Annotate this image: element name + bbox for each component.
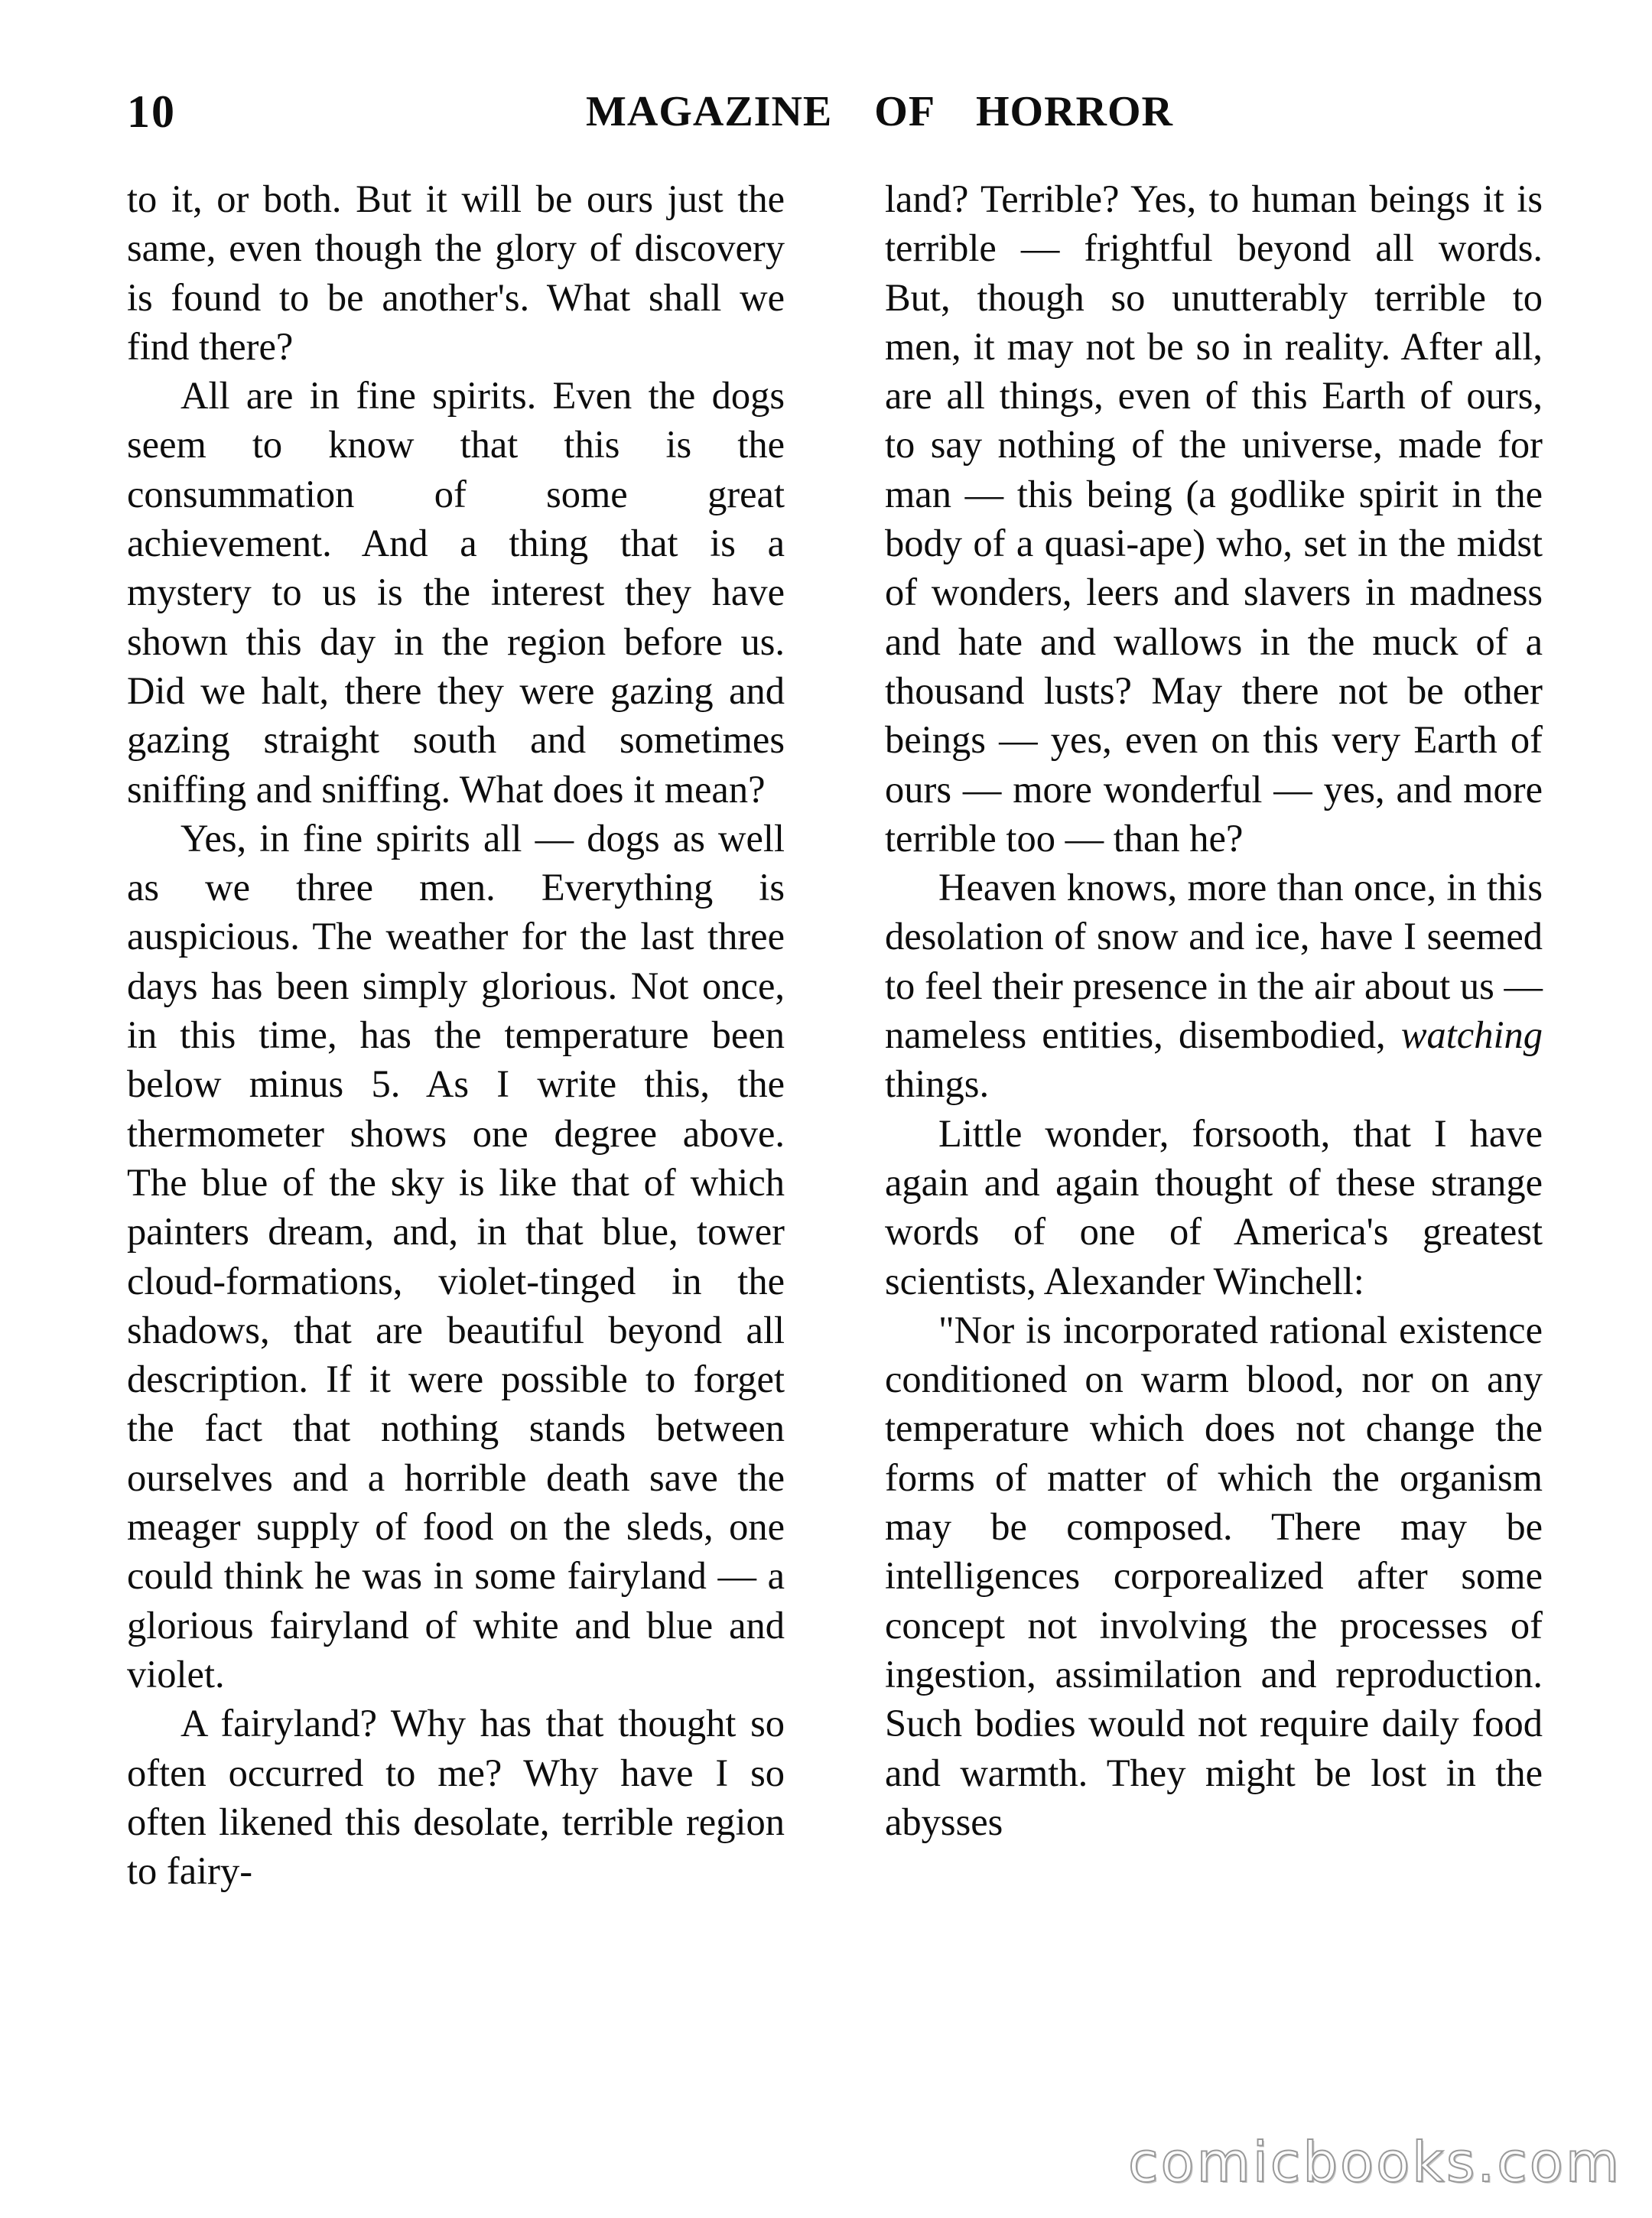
paragraph-text: things. (885, 1062, 990, 1106)
paragraph: Yes, in fine spirits all — dogs as well as we three men. Everything is auspicious. The weather for the last three days has been simply glorious. Not once, in this time, has the temperature been below minus 5. As I write this, the thermometer shows one degree above. The blue of the sky is like that of which painters dream, and, in that blue, tower cloud-formations, violet-tinged in the shadows, that are beautiful beyond all description. If it were possible to forget the fact that nothing stands between ourselves and a horrible death save the meager supply of food on the sleds, one could think he was in some fairyland — a glorious fairyland of white and blue and violet. (127, 816, 785, 1696)
page-number: 10 (127, 86, 176, 137)
watermark: comicbooks.com (1127, 2130, 1621, 2194)
paragraph: A fairyland? Why has that thought so often occurred to me? Why have I so often likened this desolate, terrible region to fairy- (127, 1702, 785, 1893)
paragraph-text: Heaven knows, more than once, in this desolation of snow and ice, have I seemed to feel their presence in the air about us — nameless entities, disembodied, (885, 866, 1543, 1057)
paragraph: All are in fine spirits. Even the dogs seem to know that this is the consummation of some great achievement. And a thing that is a mystery to us is the interest they have shown this day in the region before us. Did we halt, there they were gazing and gazing straight south and sometimes sniffing and sniffing. What does it mean? (127, 374, 785, 811)
running-header: MAGAZINE OF HORROR (586, 88, 1173, 135)
paragraph (885, 863, 1543, 1108)
paragraph: Little wonder, forsooth, that I have again and again thought of these strange words of one of America's greatest scientists, Alexander Winchell: (885, 1111, 1543, 1303)
right-column (885, 174, 1543, 1846)
quotation-paragraph: "Nor is incorporated rational existence conditioned on warm blood, nor on any temperature which does not change the forms of matter of which the organism may be composed. There may be intelligences corporealized after some concept not involving the processes of ingestion, assimilation and reproduction. Such bodies would not require daily food and warmth. They might be lost in the abysses (885, 1308, 1543, 1843)
paragraph: land? Terrible? Yes, to human beings it is terrible — frightful beyond all words. But, though so unutterably terrible to men, it may not be so in reality. After all, are all things, even of this Earth of ours, to say nothing of the universe, made for man — this being (a godlike spirit in the body of a quasi-ape) who, set in the midst of wonders, leers and slavers in madness and hate and wallows in the muck of a thousand lusts? May there not be other beings — yes, even on this very Earth of ours — more wonderful — yes, and more terrible too — than he? (885, 177, 1543, 860)
emphasized-word: watching (1400, 1013, 1543, 1057)
paragraph: to it, or both. But it will be ours just the same, even though the glory of discovery is found to be another's. What shall we find there? (127, 177, 785, 368)
left-column (127, 174, 785, 1895)
